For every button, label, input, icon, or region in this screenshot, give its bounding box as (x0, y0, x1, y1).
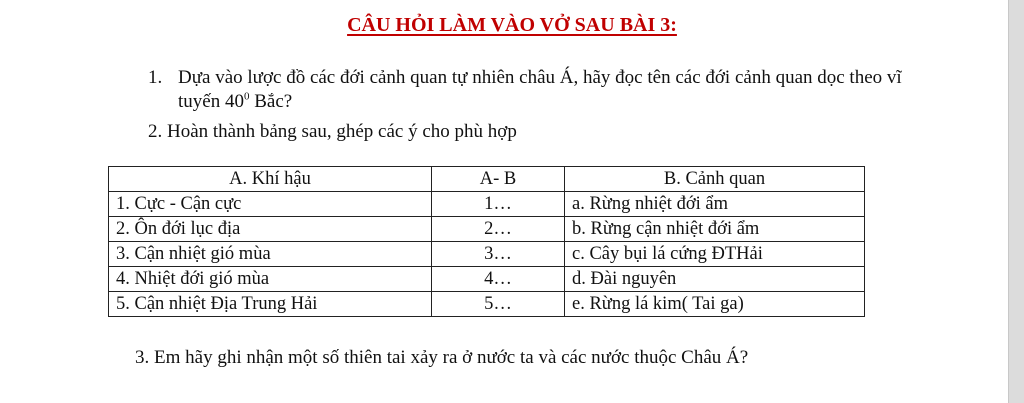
landscape-cell: e. Rừng lá kim( Tai ga) (565, 292, 865, 317)
header-climate: A. Khí hậu (109, 167, 432, 192)
question-1-text-b: Bắc? (249, 91, 293, 112)
header-landscape: B. Cảnh quan (565, 167, 865, 192)
degree-superscript: 0 (243, 90, 250, 103)
matching-table (108, 166, 865, 317)
climate-cell: 4. Nhiệt đới gió mùa (109, 267, 432, 292)
page-title: CÂU HỎI LÀM VÀO VỞ SAU BÀI 3: (347, 14, 677, 36)
match-cell: 2… (432, 217, 565, 242)
question-1 (148, 66, 918, 114)
question-1-number: 1. (148, 67, 163, 88)
question-1-text (178, 66, 918, 114)
climate-cell: 2. Ôn đới lục địa (109, 217, 432, 242)
question-3: 3. Em hãy ghi nhận một số thiên tai xảy ra ở nước ta và các nước thuộc Châu Á? (135, 347, 749, 368)
table-row (109, 292, 865, 317)
table-row (109, 192, 865, 217)
window-edge (1008, 0, 1024, 403)
landscape-cell: a. Rừng nhiệt đới ẩm (565, 192, 865, 217)
match-cell: 4… (432, 267, 565, 292)
question-2: 2. Hoàn thành bảng sau, ghép các ý cho phù hợp (148, 121, 517, 142)
match-cell: 1… (432, 192, 565, 217)
question-1-text-a: Dựa vào lược đồ các đới cảnh quan tự nhiên châu Á, hãy đọc tên các đới cảnh quan dọc theo vĩ tuyến 40 (178, 67, 902, 112)
match-cell: 5… (432, 292, 565, 317)
match-cell: 3… (432, 242, 565, 267)
table-row (109, 267, 865, 292)
landscape-cell: d. Đài nguyên (565, 267, 865, 292)
landscape-cell: c. Cây bụi lá cứng ĐTHải (565, 242, 865, 267)
climate-cell: 1. Cực - Cận cực (109, 192, 432, 217)
table-header-row (109, 167, 865, 192)
header-match: A- B (432, 167, 565, 192)
table-row (109, 242, 865, 267)
climate-cell: 3. Cận nhiệt gió mùa (109, 242, 432, 267)
table-row (109, 217, 865, 242)
climate-cell: 5. Cận nhiệt Địa Trung Hải (109, 292, 432, 317)
landscape-cell: b. Rừng cận nhiệt đới ẩm (565, 217, 865, 242)
